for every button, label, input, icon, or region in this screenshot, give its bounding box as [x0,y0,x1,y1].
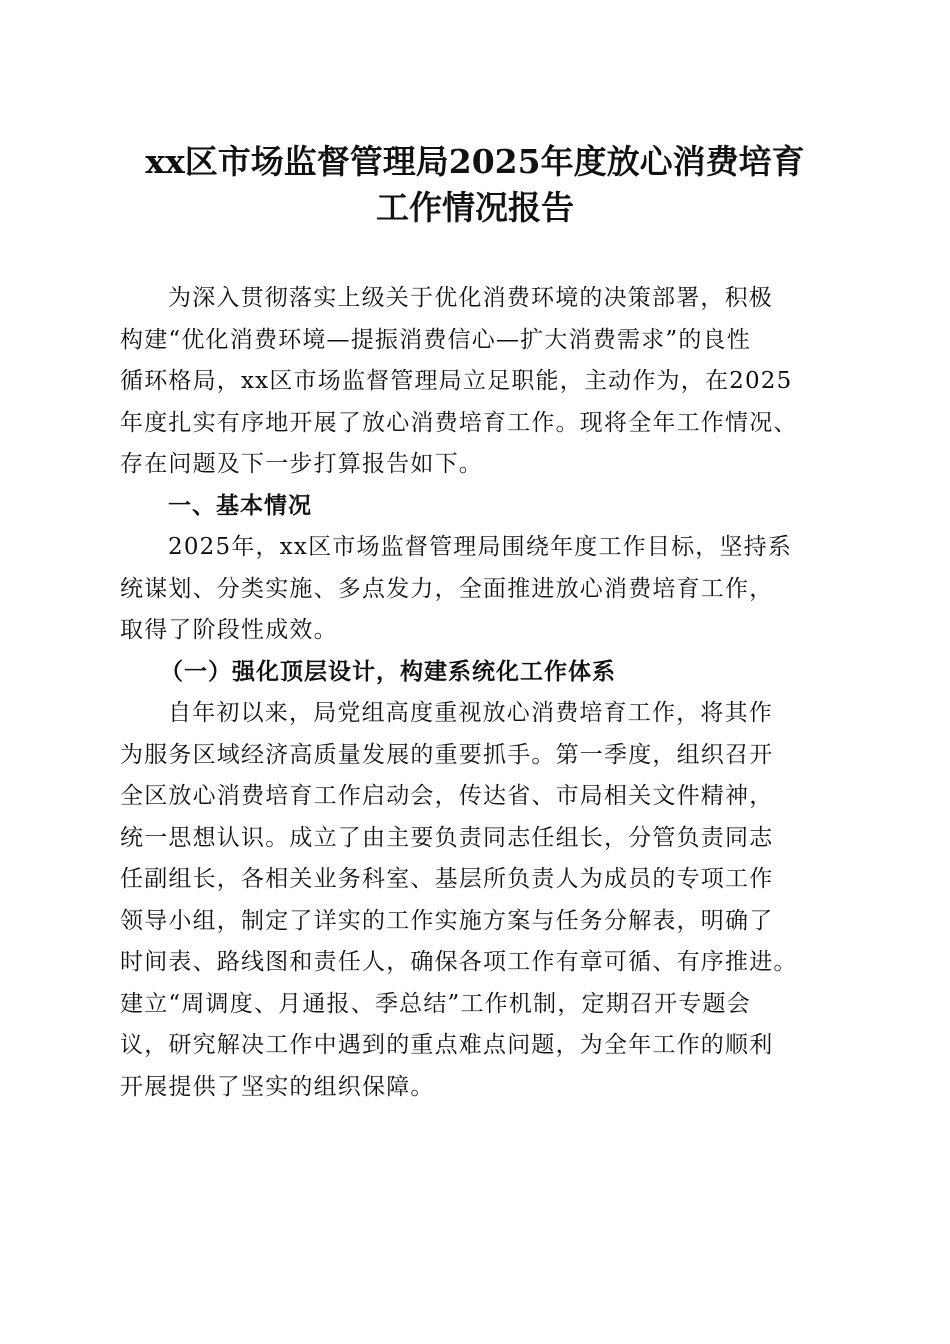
detail-paragraph-line: 领导小组，制定了详实的工作实施方案与任务分解表，明确了 [120,907,774,934]
subsection-heading-top-level-design: （一）强化顶层设计，构建系统化工作体系 [160,658,616,685]
summary-paragraph-line: 取得了阶段性成效。 [120,617,338,643]
detail-paragraph-line: 议，研究解决工作中遇到的重点难点问题，为全年工作的顺利 [120,1032,774,1058]
intro-paragraph-line: 存在问题及下一步打算报告如下。 [120,451,483,477]
document-title-line-1: xx区市场监督管理局2025年度放心消费培育 [145,142,805,181]
document-title-line-2: 工作情况报告 [376,188,574,227]
detail-paragraph-line: 统一思想认识。成立了由主要负责同志任组长，分管负责同志 [120,824,774,851]
intro-paragraph-line: 为深入贯彻落实上级关于优化消费环境的决策部署，积极 [168,285,773,311]
intro-paragraph-line: 年度扎实有序地开展了放心消费培育工作。现将全年工作情况、 [120,409,798,436]
detail-paragraph-line: 自年初以来，局党组高度重视放心消费培育工作，将其作 [168,700,773,726]
detail-paragraph-line: 开展提供了坚实的组织保障。 [120,1073,435,1100]
detail-paragraph-line: 任副组长，各相关业务科室、基层所负责人为成员的专项工作 [120,866,774,892]
detail-paragraph-line: 建立“周调度、月通报、季总结”工作机制，定期召开专题会 [120,990,751,1017]
detail-paragraph-line: 为服务区域经济高质量发展的重要抓手。第一季度，组织召开 [120,741,774,768]
detail-paragraph-line: 时间表、路线图和责任人，确保各项工作有章可循、有序推进。 [120,949,798,975]
section-heading-basic-situation: 一、基本情况 [168,492,312,519]
detail-paragraph-line: 全区放心消费培育工作启动会，传达省、市局相关文件精神， [120,783,774,809]
summary-paragraph-line: 统谋划、分类实施、多点发力，全面推进放心消费培育工作， [120,575,774,602]
summary-paragraph-line: 2025年，xx区市场监督管理局围绕年度工作目标，坚持系 [168,534,793,560]
intro-paragraph-line: 构建“优化消费环境—提振消费信心—扩大消费需求”的良性 [120,326,751,353]
document-body [120,278,830,1108]
intro-paragraph-line: 循环格局，xx区市场监督管理局立足职能，主动作为，在2025 [120,368,793,394]
